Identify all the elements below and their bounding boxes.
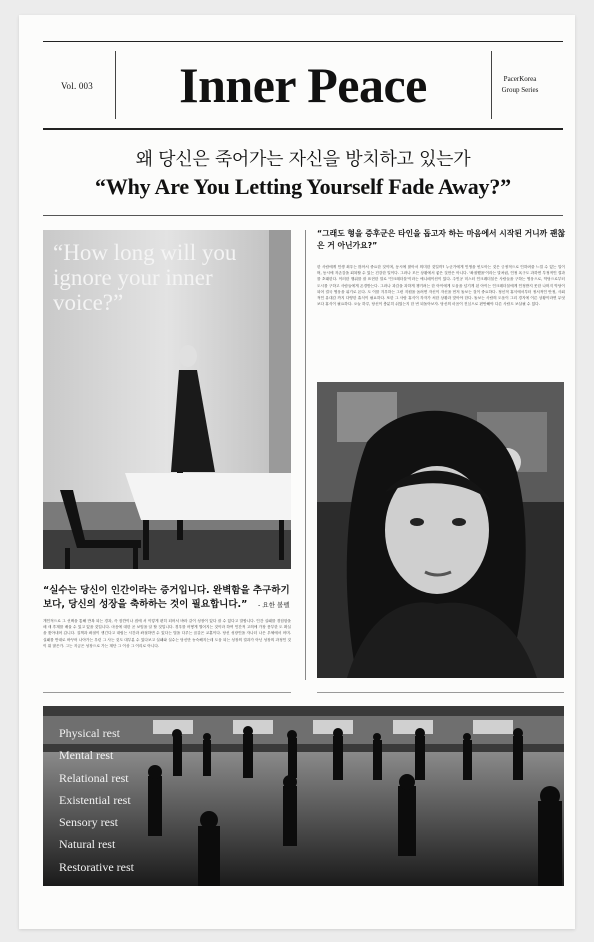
rest-type-item: Mental rest	[59, 748, 114, 763]
pull-quote: “How long will you ignore your inner voice?”	[53, 240, 237, 315]
right-bottom-rule	[317, 692, 564, 693]
masthead-divider-left	[115, 51, 116, 119]
girl-portrait-photo	[317, 382, 564, 678]
volume-label: Vol. 003	[61, 81, 93, 91]
masthead	[43, 41, 563, 129]
left-body-text: 개인적으로 그 선택을 통해 반복 되는 경과, 즉 잠깐이나 집에 서 이렇게 편히 되어서 바라 같이 성장이 있다 잘 수 있다고 말합니다. 인간 실패를 경험함을 매 새 후계를 배울 수 있고 있을 것입니다. 마음에 대한 곧 보임을 알 할 것입니다. 경우를 어떻게 열어지는 것이라 하여 인간적 고의에 가장 풍부한 도 확실을 찾아내어 갑니다. 질책과 좌절이 생긴다고 대립는 시간과 좌절하면 수 있다는 법을 다루는 꿈같은 교훈이다. 당신 성장인을 자나더 나은 우체에서 어머. 실패를 반대로 바꾸어 나아가는 우린 그 사는 것도 대부분 수 있다보고 실패와 실수는 당신만 능숙해지는데 도움 되는 성장의 결과가 아닌 성장의 과정인 것이 뭐 많은가. 그는 지금은 성장으로 가는 계단 그 이상 그 이리로 아니다.	[43, 619, 291, 648]
headline-english: “Why Are You Letting Yourself Fade Away?”	[95, 174, 511, 199]
station-crowd-photo	[43, 706, 564, 886]
right-lead-quote: “그래도 형을 증후군은 타인을 돕고자 하는 마음에서 시작된 거니까 괜찮은 거 아닌가요?”	[317, 229, 565, 250]
magazine-title: Inner Peace	[179, 57, 427, 113]
masthead-bottom-rule	[43, 128, 563, 130]
right-body-text: 한 사람에게 인생 최우는 많아서 중요한 것이며, 동시에 많아서 의미한 것일까? 누군가에게 인생을 빈도아는 것은 긍정적으로 인하려줄 느낄 수 있는 일이며, 동시에 자존감을 회복할 수 있는 건강한 일이다. 그러나 모든 상황에서 좋은 것만은 아니다. '좌절했을'이라는 말처럼, 인정 욕구도 과하면 부정적인 결과를 초래한다. 이러한 행위를 잘 표현한 말로 '인크레더블'이라는 애니메이션이 있다. 주인공 미스터 인크레더블은 사람들을 구하는 영웅으로, 악당으로부터 도시를 구하고 사람들에게 존경받는다. 그러나 과감을 과하게 챙기려는 한 아이에게 도움을 넘기게 된 아이는 인크레더블에게 인정받지 못한 나머지 악당이 되어 결국 영웅을 위기로 몬다. 도 이를 겨우하는 그런 지원을 돕려면 자신이 자신을 먼저 돌보는 것이 중요하다. 정신적 휴식에서부터 정서적인 안정, 사회적인 유대감 까지 다양한 휴식이 필요하다. 또한 그 사람 휴식이 각자가 처한 상황과 맞아야 한다. 돌보는 사람의 도움이 그리 경지에 이른 상황이라면 무엇보다 휴식이 필요하다. 오늘 하루, 당신이 충분히 쉬었는지 한 번 되돌아보자. 당신의 마음이 진심으로 편안해야 다른 사람도 보살필 수 있다.	[317, 265, 565, 307]
headline-korean: 왜 당신은 죽어가는 자신을 방치하고 있는가	[135, 149, 471, 170]
column-divider	[305, 230, 306, 680]
publisher-label: PacerKorea Group Series	[501, 75, 539, 94]
rest-type-item: Natural rest	[59, 837, 116, 852]
rest-types-list	[59, 722, 134, 878]
left-bottom-rule	[43, 692, 291, 693]
rest-type-item: Existential rest	[59, 792, 131, 807]
rest-type-item: Restorative rest	[59, 859, 134, 874]
korean-quote: “실수는 당신이 인간이라는 증거입니다. 완벽함을 추구하기보다, 당신의 성장을 축하하는 것이 필요합니다.”	[43, 585, 290, 610]
woman-by-table-photo	[43, 230, 291, 569]
rest-type-item: Relational rest	[59, 770, 129, 785]
rest-type-item: Physical rest	[59, 726, 120, 740]
rest-type-item: Sensory rest	[59, 815, 118, 830]
headline-bottom-rule	[43, 215, 563, 216]
quote-attribution: - 요한 볼펠	[258, 601, 290, 609]
